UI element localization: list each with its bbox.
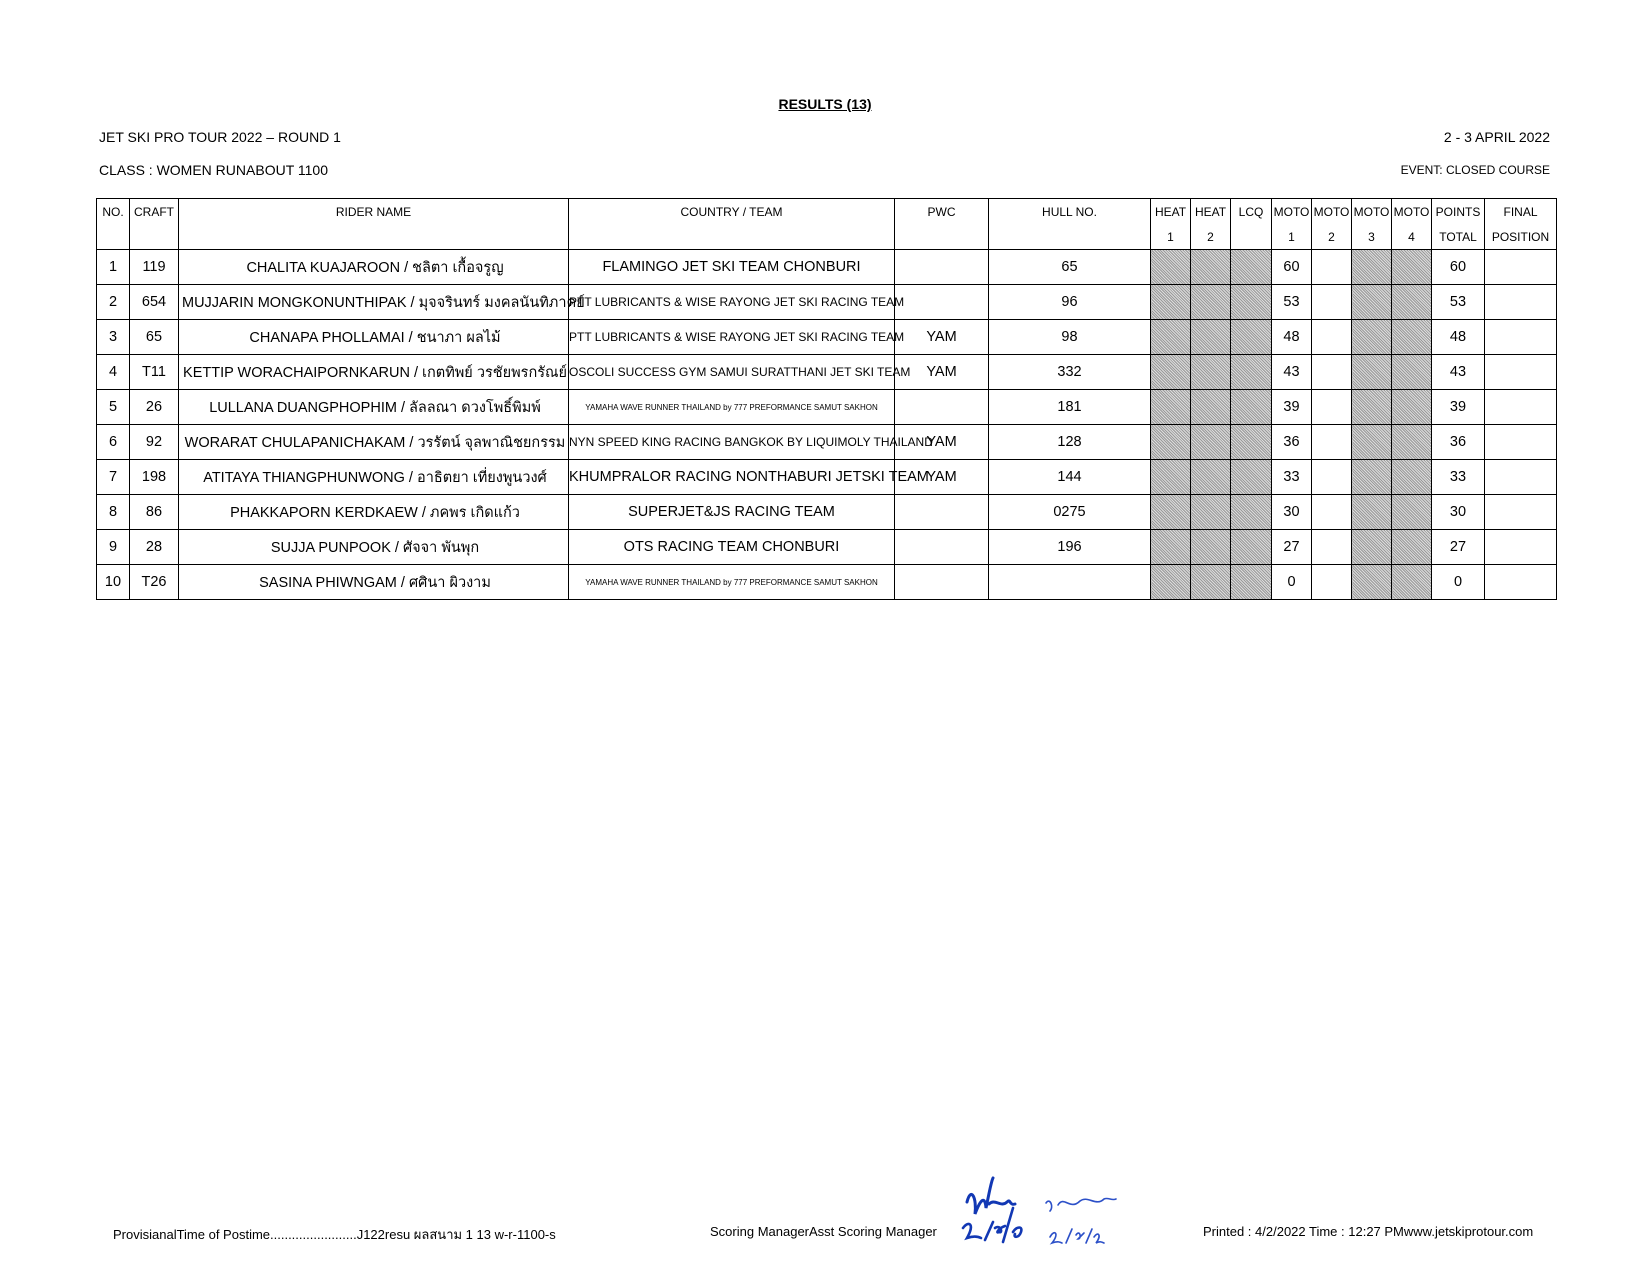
cell-moto4 [1392, 460, 1432, 495]
cell-moto1: 30 [1272, 495, 1312, 530]
results-table [96, 198, 1557, 600]
cell-moto4 [1392, 530, 1432, 565]
cell-moto2 [1312, 320, 1352, 355]
table-row [97, 390, 1557, 425]
event-name: JET SKI PRO TOUR 2022 – ROUND 1 [99, 129, 341, 145]
cell-heat1 [1151, 355, 1191, 390]
cell-rider-name: LULLANA DUANGPHOPHIM / ลัลลณา ดวงโพธิ์พิมพ์ [179, 390, 569, 425]
event-type: EVENT: CLOSED COURSE [1400, 163, 1550, 177]
cell-points-total: 39 [1432, 390, 1485, 425]
cell-heat2 [1191, 460, 1231, 495]
cell-moto2 [1312, 285, 1352, 320]
cell-rider-name: CHALITA KUAJAROON / ชลิตา เกื้อจรูญ [179, 250, 569, 285]
col-header-lcq: LCQ [1231, 199, 1272, 225]
cell-hull-no: 144 [989, 460, 1151, 495]
cell-craft: 198 [130, 460, 179, 495]
cell-hull-no: 181 [989, 390, 1151, 425]
col-subheader-moto2: 2 [1312, 224, 1352, 250]
col-header-rider-name: RIDER NAME [179, 199, 569, 225]
cell-heat2 [1191, 425, 1231, 460]
cell-moto3 [1352, 285, 1392, 320]
cell-points-total: 36 [1432, 425, 1485, 460]
cell-hull-no: 128 [989, 425, 1151, 460]
cell-no: 1 [97, 250, 130, 285]
cell-rider-name: MUJJARIN MONGKONUNTHIPAK / มุจจรินทร์ มงคลนันทิภาคย์ [179, 285, 569, 320]
cell-heat1 [1151, 390, 1191, 425]
cell-craft: T11 [130, 355, 179, 390]
cell-moto1: 53 [1272, 285, 1312, 320]
cell-points-total: 48 [1432, 320, 1485, 355]
col-header-craft: CRAFT [130, 199, 179, 225]
cell-moto1: 27 [1272, 530, 1312, 565]
cell-heat1 [1151, 565, 1191, 600]
table-row [97, 495, 1557, 530]
cell-craft: T26 [130, 565, 179, 600]
col-subheader-country-team [569, 224, 895, 250]
col-subheader-heat2: 2 [1191, 224, 1231, 250]
cell-pwc [895, 250, 989, 285]
cell-craft: 92 [130, 425, 179, 460]
cell-pwc: YAM [895, 320, 989, 355]
cell-final-position [1485, 320, 1557, 355]
cell-heat1 [1151, 320, 1191, 355]
cell-country-team: NYN SPEED KING RACING BANGKOK BY LIQUIMOLY THAILAND [569, 425, 895, 460]
page-title: RESULTS (13) [778, 96, 872, 112]
cell-country-team: PTT LUBRICANTS & WISE RAYONG JET SKI RACING TEAM [569, 320, 895, 355]
cell-pwc [895, 285, 989, 320]
cell-moto3 [1352, 355, 1392, 390]
cell-points-total: 30 [1432, 495, 1485, 530]
cell-no: 9 [97, 530, 130, 565]
footer-provisional: ProvisianalTime of Postime........................J122resu ผลสนาม 1 13 w-r-1100-s [113, 1227, 556, 1242]
col-header-points: POINTS [1432, 199, 1485, 225]
col-subheader-moto4: 4 [1392, 224, 1432, 250]
cell-heat1 [1151, 250, 1191, 285]
cell-heat2 [1191, 355, 1231, 390]
cell-country-team: YAMAHA WAVE RUNNER THAILAND by 777 PREFORMANCE SAMUT SAKHON [569, 565, 895, 600]
cell-moto2 [1312, 565, 1352, 600]
cell-moto4 [1392, 565, 1432, 600]
cell-heat2 [1191, 320, 1231, 355]
col-header-moto4: MOTO [1392, 199, 1432, 225]
cell-moto3 [1352, 565, 1392, 600]
event-dates: 2 - 3 APRIL 2022 [1443, 129, 1550, 145]
cell-moto3 [1352, 460, 1392, 495]
cell-lcq [1231, 355, 1272, 390]
cell-moto4 [1392, 495, 1432, 530]
cell-moto3 [1352, 320, 1392, 355]
col-subheader-lcq [1231, 224, 1272, 250]
header-row-bottom [97, 224, 1557, 250]
cell-lcq [1231, 250, 1272, 285]
cell-craft: 86 [130, 495, 179, 530]
col-subheader-hull-no [989, 224, 1151, 250]
col-subheader-points-total: TOTAL [1432, 224, 1485, 250]
col-header-heat2: HEAT [1191, 199, 1231, 225]
cell-moto4 [1392, 390, 1432, 425]
footer-printed: Printed : 4/2/2022 Time : 12:27 PMwww.jetskiprotour.com [1203, 1224, 1534, 1239]
col-subheader-heat1: 1 [1151, 224, 1191, 250]
cell-rider-name: WORARAT CHULAPANICHAKAM / วรรัตน์ จุลพาณิชยกรรม [179, 425, 569, 460]
col-subheader-pwc [895, 224, 989, 250]
cell-lcq [1231, 425, 1272, 460]
cell-heat2 [1191, 250, 1231, 285]
cell-pwc [895, 530, 989, 565]
cell-country-team: KHUMPRALOR RACING NONTHABURI JETSKI TEAM [569, 460, 895, 495]
cell-no: 2 [97, 285, 130, 320]
table-row [97, 355, 1557, 390]
cell-lcq [1231, 320, 1272, 355]
cell-craft: 65 [130, 320, 179, 355]
cell-heat1 [1151, 530, 1191, 565]
cell-pwc: YAM [895, 425, 989, 460]
cell-final-position [1485, 495, 1557, 530]
cell-final-position [1485, 460, 1557, 495]
cell-lcq [1231, 530, 1272, 565]
cell-craft: 28 [130, 530, 179, 565]
cell-final-position [1485, 530, 1557, 565]
cell-moto2 [1312, 250, 1352, 285]
scoring-manager-signature [955, 1168, 1040, 1253]
cell-no: 10 [97, 565, 130, 600]
cell-heat1 [1151, 495, 1191, 530]
cell-rider-name: KETTIP WORACHAIPORNKARUN / เกตทิพย์ วรชัยพรกรัณย์ [179, 355, 569, 390]
class-name: CLASS : WOMEN RUNABOUT 1100 [99, 162, 328, 178]
cell-country-team: OTS RACING TEAM CHONBURI [569, 530, 895, 565]
cell-moto1: 60 [1272, 250, 1312, 285]
col-header-no: NO. [97, 199, 130, 225]
col-subheader-rider-name [179, 224, 569, 250]
cell-no: 4 [97, 355, 130, 390]
cell-rider-name: SASINA PHIWNGAM / ศศินา ผิวงาม [179, 565, 569, 600]
cell-country-team: OSCOLI SUCCESS GYM SAMUI SURATTHANI JET SKI TEAM [569, 355, 895, 390]
table-row [97, 250, 1557, 285]
cell-country-team: FLAMINGO JET SKI TEAM CHONBURI [569, 250, 895, 285]
cell-rider-name: ATITAYA THIANGPHUNWONG / อาธิตยา เที่ยงพูนวงศ์ [179, 460, 569, 495]
cell-moto2 [1312, 355, 1352, 390]
cell-no: 5 [97, 390, 130, 425]
cell-hull-no: 98 [989, 320, 1151, 355]
cell-heat1 [1151, 425, 1191, 460]
col-header-moto1: MOTO [1272, 199, 1312, 225]
cell-hull-no: 65 [989, 250, 1151, 285]
cell-moto4 [1392, 355, 1432, 390]
table-row [97, 425, 1557, 460]
col-subheader-moto3: 3 [1352, 224, 1392, 250]
cell-moto4 [1392, 425, 1432, 460]
cell-final-position [1485, 565, 1557, 600]
cell-final-position [1485, 390, 1557, 425]
cell-points-total: 0 [1432, 565, 1485, 600]
table-row [97, 530, 1557, 565]
col-header-moto2: MOTO [1312, 199, 1352, 225]
cell-heat2 [1191, 495, 1231, 530]
cell-moto1: 33 [1272, 460, 1312, 495]
cell-no: 3 [97, 320, 130, 355]
cell-country-team: YAMAHA WAVE RUNNER THAILAND by 777 PREFORMANCE SAMUT SAKHON [569, 390, 895, 425]
cell-moto1: 36 [1272, 425, 1312, 460]
cell-rider-name: SUJJA PUNPOOK / ศัจจา พันพุก [179, 530, 569, 565]
cell-rider-name: PHAKKAPORN KERDKAEW / ภคพร เกิดแก้ว [179, 495, 569, 530]
col-header-final: FINAL [1485, 199, 1557, 225]
cell-lcq [1231, 565, 1272, 600]
cell-moto4 [1392, 250, 1432, 285]
table-row [97, 320, 1557, 355]
col-header-pwc: PWC [895, 199, 989, 225]
cell-no: 6 [97, 425, 130, 460]
cell-final-position [1485, 250, 1557, 285]
col-subheader-moto1: 1 [1272, 224, 1312, 250]
footer-scoring-manager: Scoring ManagerAsst Scoring Manager [710, 1224, 937, 1239]
cell-moto2 [1312, 495, 1352, 530]
cell-moto3 [1352, 495, 1392, 530]
cell-heat1 [1151, 460, 1191, 495]
cell-pwc: YAM [895, 355, 989, 390]
asst-scoring-manager-signature [1040, 1185, 1120, 1250]
cell-final-position [1485, 285, 1557, 320]
cell-country-team: PTT LUBRICANTS & WISE RAYONG JET SKI RACING TEAM [569, 285, 895, 320]
table-row [97, 565, 1557, 600]
cell-hull-no [989, 565, 1151, 600]
cell-moto3 [1352, 250, 1392, 285]
cell-hull-no: 0275 [989, 495, 1151, 530]
cell-moto4 [1392, 320, 1432, 355]
cell-points-total: 60 [1432, 250, 1485, 285]
cell-pwc [895, 390, 989, 425]
cell-moto1: 39 [1272, 390, 1312, 425]
table-row [97, 460, 1557, 495]
cell-lcq [1231, 390, 1272, 425]
cell-craft: 654 [130, 285, 179, 320]
cell-moto1: 43 [1272, 355, 1312, 390]
col-header-moto3: MOTO [1352, 199, 1392, 225]
cell-no: 8 [97, 495, 130, 530]
cell-final-position [1485, 425, 1557, 460]
cell-moto4 [1392, 285, 1432, 320]
cell-heat2 [1191, 390, 1231, 425]
col-subheader-no [97, 224, 130, 250]
cell-moto3 [1352, 390, 1392, 425]
cell-points-total: 53 [1432, 285, 1485, 320]
cell-lcq [1231, 460, 1272, 495]
cell-pwc [895, 495, 989, 530]
cell-final-position [1485, 355, 1557, 390]
cell-moto2 [1312, 460, 1352, 495]
col-subheader-final-position: POSITION [1485, 224, 1557, 250]
header-row-top [97, 199, 1557, 225]
cell-heat2 [1191, 285, 1231, 320]
cell-moto3 [1352, 530, 1392, 565]
cell-moto3 [1352, 425, 1392, 460]
col-header-country-team: COUNTRY / TEAM [569, 199, 895, 225]
cell-rider-name: CHANAPA PHOLLAMAI / ชนาภา ผลไม้ [179, 320, 569, 355]
cell-craft: 119 [130, 250, 179, 285]
cell-no: 7 [97, 460, 130, 495]
cell-moto1: 0 [1272, 565, 1312, 600]
col-header-heat1: HEAT [1151, 199, 1191, 225]
cell-moto2 [1312, 530, 1352, 565]
cell-heat1 [1151, 285, 1191, 320]
cell-pwc [895, 565, 989, 600]
cell-moto2 [1312, 390, 1352, 425]
cell-hull-no: 332 [989, 355, 1151, 390]
col-header-hull-no: HULL NO. [989, 199, 1151, 225]
cell-hull-no: 96 [989, 285, 1151, 320]
table-row [97, 285, 1557, 320]
cell-heat2 [1191, 530, 1231, 565]
cell-lcq [1231, 495, 1272, 530]
cell-pwc: YAM [895, 460, 989, 495]
cell-points-total: 33 [1432, 460, 1485, 495]
col-subheader-craft [130, 224, 179, 250]
cell-moto1: 48 [1272, 320, 1312, 355]
cell-country-team: SUPERJET&JS RACING TEAM [569, 495, 895, 530]
cell-points-total: 43 [1432, 355, 1485, 390]
cell-heat2 [1191, 565, 1231, 600]
cell-craft: 26 [130, 390, 179, 425]
cell-moto2 [1312, 425, 1352, 460]
cell-lcq [1231, 285, 1272, 320]
cell-points-total: 27 [1432, 530, 1485, 565]
cell-hull-no: 196 [989, 530, 1151, 565]
